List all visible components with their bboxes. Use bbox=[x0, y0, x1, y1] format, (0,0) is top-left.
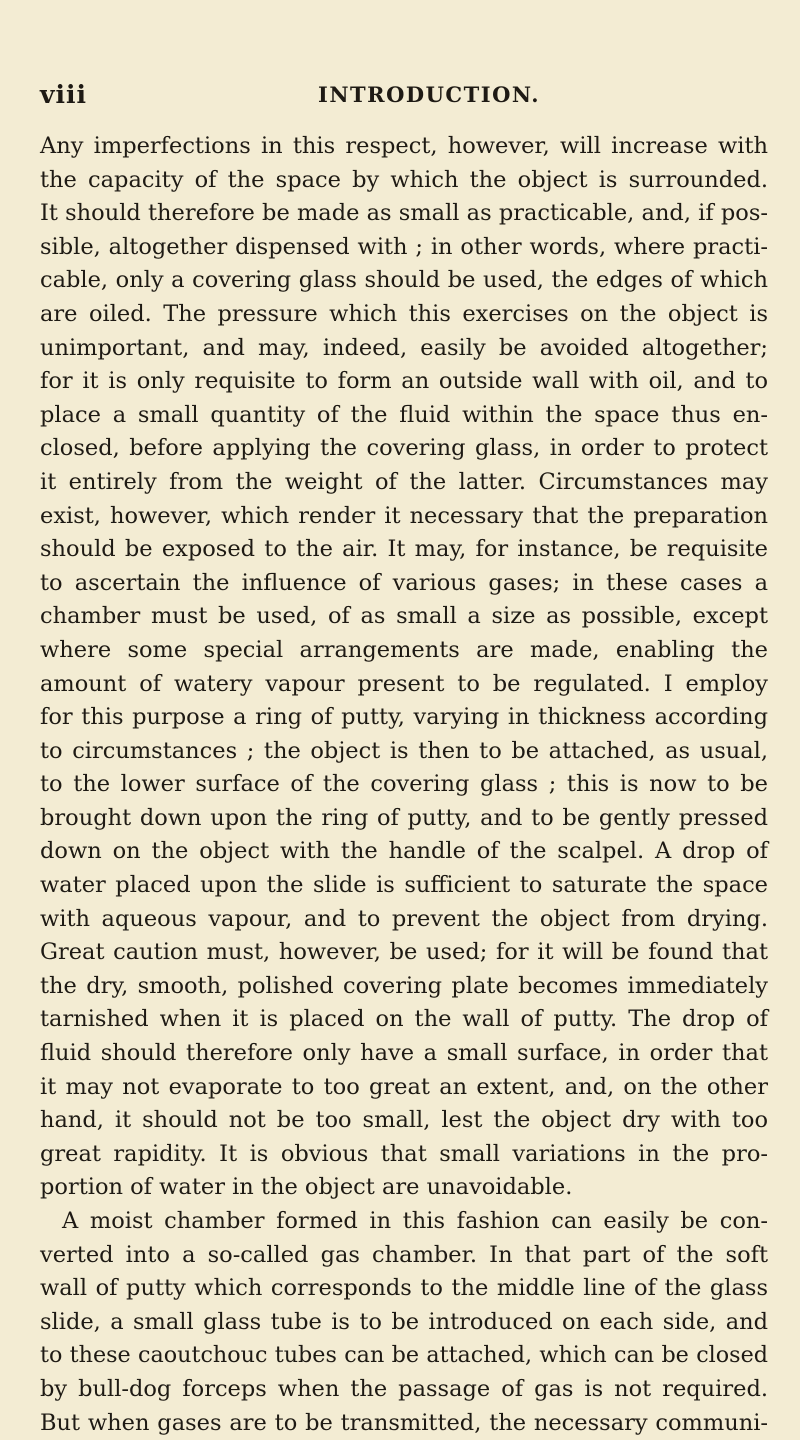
text-line: cable, only a covering glass should be used, the edges of which bbox=[40, 267, 768, 294]
book-page bbox=[40, 0, 768, 1436]
text-line: fluid should therefore only have a small surface, in order that bbox=[40, 1040, 768, 1067]
text-line: chamber must be used, of as small a size as possible, except bbox=[40, 603, 768, 630]
text-line: should be exposed to the air. It may, for instance, be requisite bbox=[40, 536, 768, 563]
text-line: slide, a small glass tube is to be introduced on each side, and bbox=[40, 1308, 768, 1335]
text-line: the dry, smooth, polished covering plate becomes immediately bbox=[40, 972, 768, 999]
text-line: Great caution must, however, be used; for it will be found that bbox=[40, 939, 768, 966]
text-line: water placed upon the slide is sufficient to saturate the space bbox=[40, 872, 768, 899]
text-line: A moist chamber formed in this fashion can easily be con- bbox=[62, 1208, 768, 1234]
text-line: verted into a so-called gas chamber. In that part of the soft bbox=[40, 1241, 768, 1268]
text-line: place a small quantity of the fluid within the space thus en- bbox=[40, 401, 768, 428]
text-line: down on the object with the handle of the scalpel. A drop of bbox=[40, 838, 768, 865]
text-line: where some special arrangements are made, enabling the bbox=[40, 636, 768, 663]
text-line: to circumstances ; the object is then to be attached, as usual, bbox=[40, 737, 768, 764]
text-line: it may not evaporate to too great an extent, and, on the other bbox=[40, 1073, 768, 1100]
text-line: to ascertain the influence of various gases; in these cases a bbox=[40, 569, 768, 596]
page-header bbox=[40, 80, 768, 114]
text-line: tarnished when it is placed on the wall of putty. The drop of bbox=[40, 1006, 768, 1033]
text-line: hand, it should not be too small, lest the object dry with too bbox=[40, 1107, 768, 1134]
text-line: closed, before applying the covering glass, in order to protect bbox=[40, 435, 768, 462]
paragraph bbox=[40, 1205, 768, 1440]
text-line: are oiled. The pressure which this exercises on the object is bbox=[40, 300, 768, 327]
paragraph bbox=[40, 130, 768, 1205]
text-line: Any imperfections in this respect, however, will increase with bbox=[40, 133, 768, 159]
text-line: wall of putty which corresponds to the middle line of the glass bbox=[40, 1275, 768, 1302]
text-line: it entirely from the weight of the latter. Circumstances may bbox=[40, 468, 768, 495]
text-line: It should therefore be made as small as practicable, and, if pos- bbox=[40, 200, 768, 227]
text-line: great rapidity. It is obvious that small variations in the pro- bbox=[40, 1140, 768, 1167]
text-line: brought down upon the ring of putty, and to be gently pressed bbox=[40, 804, 768, 831]
text-line: amount of watery vapour present to be regulated. I employ bbox=[40, 670, 768, 697]
text-line: portion of water in the object are unavoidable. bbox=[40, 1174, 573, 1201]
page-number: viii bbox=[40, 80, 88, 109]
text-line: by bull-dog forceps when the passage of gas is not required. bbox=[40, 1375, 768, 1402]
body-text bbox=[40, 130, 768, 1440]
text-line: for this purpose a ring of putty, varying in thickness according bbox=[40, 704, 768, 731]
text-line: with aqueous vapour, and to prevent the object from drying. bbox=[40, 905, 768, 932]
running-head: INTRODUCTION. bbox=[318, 82, 541, 107]
text-line: But when gases are to be transmitted, the necessary communi- bbox=[40, 1409, 768, 1436]
text-line: the capacity of the space by which the object is surrounded. bbox=[40, 166, 768, 193]
text-line: unimportant, and may, indeed, easily be avoided altogether; bbox=[40, 334, 768, 361]
text-line: for it is only requisite to form an outside wall with oil, and to bbox=[40, 368, 768, 395]
text-line: to the lower surface of the covering glass ; this is now to be bbox=[40, 771, 768, 798]
text-line: exist, however, which render it necessary that the preparation bbox=[40, 502, 768, 529]
text-line: to these caoutchouc tubes can be attached, which can be closed bbox=[40, 1342, 768, 1369]
text-line: sible, altogether dispensed with ; in other words, where practi- bbox=[40, 233, 768, 260]
